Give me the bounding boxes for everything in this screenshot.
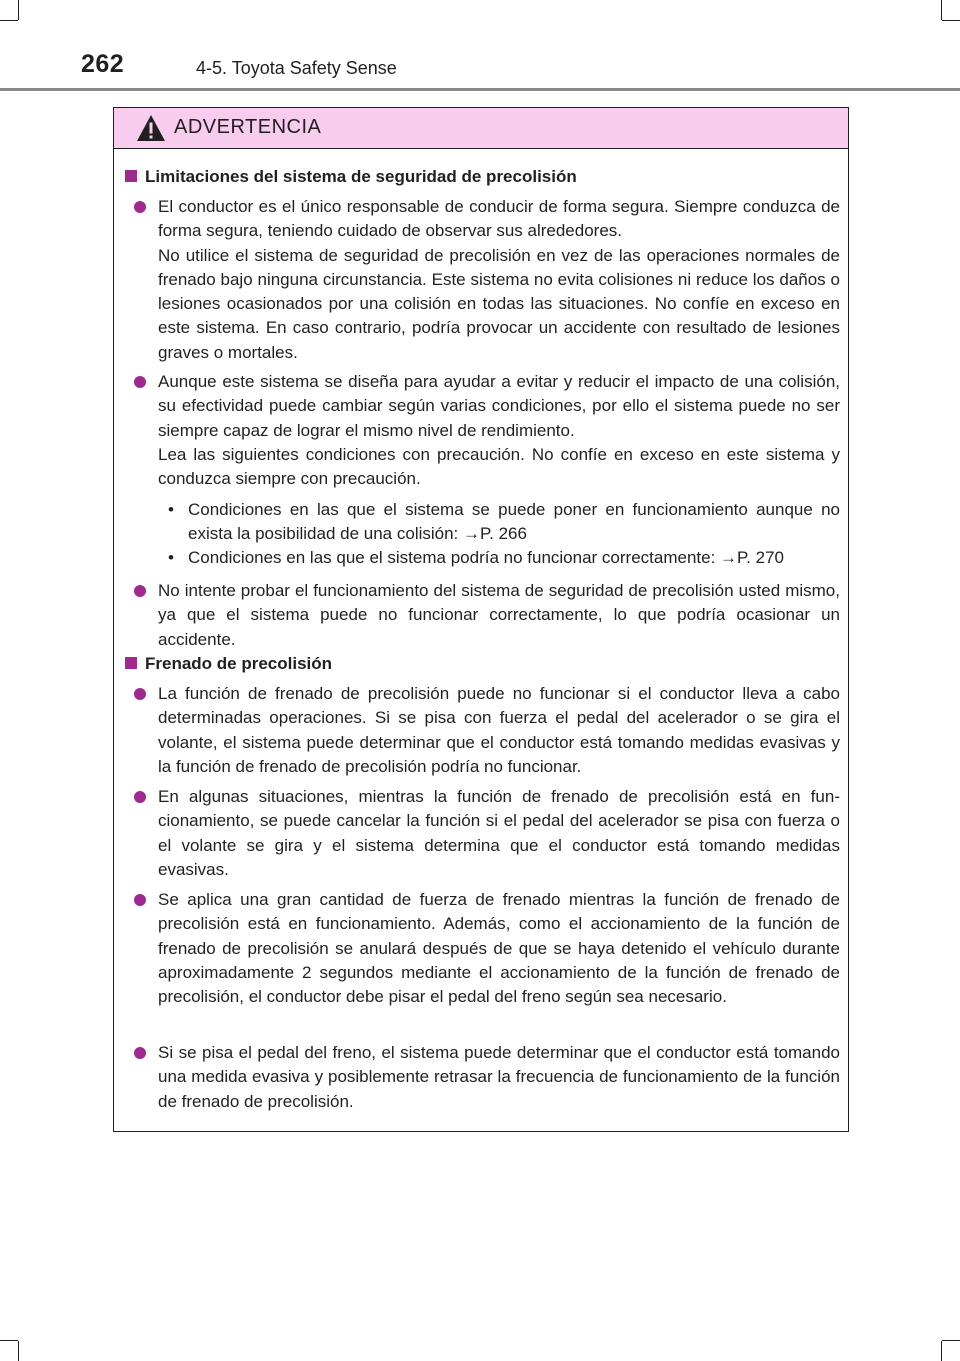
paragraph: Aunque este sistema se diseña para ayudar a evitar y reducir el impacto de una colisión, su efectividad puede cambiar según varias condiciones, por ello el sistema puede no ser siempre capaz de lograr el mismo nivel de rendimiento. xyxy=(158,372,840,440)
section-heading xyxy=(125,167,577,187)
list-item xyxy=(158,682,840,779)
paragraph: Se aplica una gran cantidad de fuerza de frenado mientras la función de frenado de precolisión está en funcionamiento. Además, como el accionamiento de la función de frenado de precolisión se anulará después de que se haya detenido el vehículo durante aproximadamente 2 segundos mediante el accionamiento de la función de frenado de precolisión, el conductor debe pisar el pedal del freno según sea necesario. xyxy=(158,890,840,1007)
paragraph: El conductor es el único responsable de conducir de forma segura. Siempre conduzca de forma segura, teniendo cuidado de observar sus alrededores. xyxy=(158,197,840,241)
warning-header xyxy=(114,108,848,149)
sub-item-text: Condiciones en las que el sistema podría no funcionar correctamente: →P. 270 xyxy=(188,548,784,567)
paragraph: La función de frenado de precolisión puede no funcionar si el conductor lleva a cabo determinadas operaciones. Si se pisa con fuerza el pedal del acelerador o se gira el volante, el sistema puede determinar que el conductor está tomando medidas evasivas y la función de frenado de precolisión podría no funcionar. xyxy=(158,684,840,776)
sub-item-text: Condiciones en las que el sistema se puede poner en funcionamiento aunque no exista la posibilidad de una colisión: →P. 266 xyxy=(188,500,840,543)
paragraph: No utilice el sistema de seguridad de precolisión en vez de las operaciones normales de frenado bajo ninguna circunstancia. Este sistema no evita colisiones ni reduce los daños o lesiones ocasionados por una colisión en todas las situaciones. No confíe en exceso en este sistema. En caso contrario, podría provocar un accidente con resultado de lesiones graves o mortales. xyxy=(158,245,840,362)
round-bullet-icon xyxy=(134,376,146,388)
list-item xyxy=(158,579,840,652)
list-item xyxy=(158,785,840,882)
paragraph: En algunas situaciones, mientras la función de frenado de precolisión está en funcionamiento, se puede cancelar la función si el pedal del acelerador se pisa con fuerza o el volante se gira y el sistema determina que el conductor está tomando medidas evasivas. xyxy=(158,787,840,879)
list-item xyxy=(158,195,840,365)
round-bullet-icon xyxy=(134,894,146,906)
list-item xyxy=(158,370,840,491)
page-number: 262 xyxy=(81,50,125,78)
sub-list-item xyxy=(168,546,840,570)
paragraph: No intente probar el funcionamiento del sistema de seguridad de precolisión usted mismo, ya que el sistema puede no funcionar correctamente, lo que podría ocasionar un accidente. xyxy=(158,581,840,649)
page-header xyxy=(0,0,960,94)
bullet: • xyxy=(168,500,174,519)
section-heading-text: Frenado de precolisión xyxy=(145,654,333,673)
warning-triangle-icon xyxy=(136,114,166,142)
section-heading-text: Limitaciones del sistema de seguridad de precolisión xyxy=(145,167,577,186)
warning-box xyxy=(113,107,849,1132)
warning-title: ADVERTENCIA xyxy=(174,116,322,138)
crop-mark xyxy=(18,1341,19,1361)
bullet: • xyxy=(168,548,174,567)
paragraph: Si se pisa el pedal del freno, el sistema puede determinar que el conductor está tomando una medida evasiva y posiblemente retrasar la frecuencia de funcionamiento de la función de frenado de precolisión. xyxy=(158,1043,840,1111)
round-bullet-icon xyxy=(134,791,146,803)
list-item xyxy=(158,1041,840,1114)
crop-mark xyxy=(0,1340,18,1341)
crop-mark xyxy=(942,1340,960,1341)
square-bullet-icon xyxy=(125,657,137,669)
sub-list-item xyxy=(168,498,840,545)
square-bullet-icon xyxy=(125,170,137,182)
header-rule xyxy=(0,88,960,91)
round-bullet-icon xyxy=(134,1047,146,1059)
section-title: 4-5. Toyota Safety Sense xyxy=(196,58,397,78)
list-item xyxy=(158,888,840,1009)
crop-mark xyxy=(941,1341,942,1361)
round-bullet-icon xyxy=(134,688,146,700)
round-bullet-icon xyxy=(134,201,146,213)
paragraph: Lea las siguientes condiciones con precaución. No confíe en exceso en este sistema y conduzca siempre con precaución. xyxy=(158,444,840,489)
round-bullet-icon xyxy=(134,585,146,597)
section-heading xyxy=(125,654,332,674)
